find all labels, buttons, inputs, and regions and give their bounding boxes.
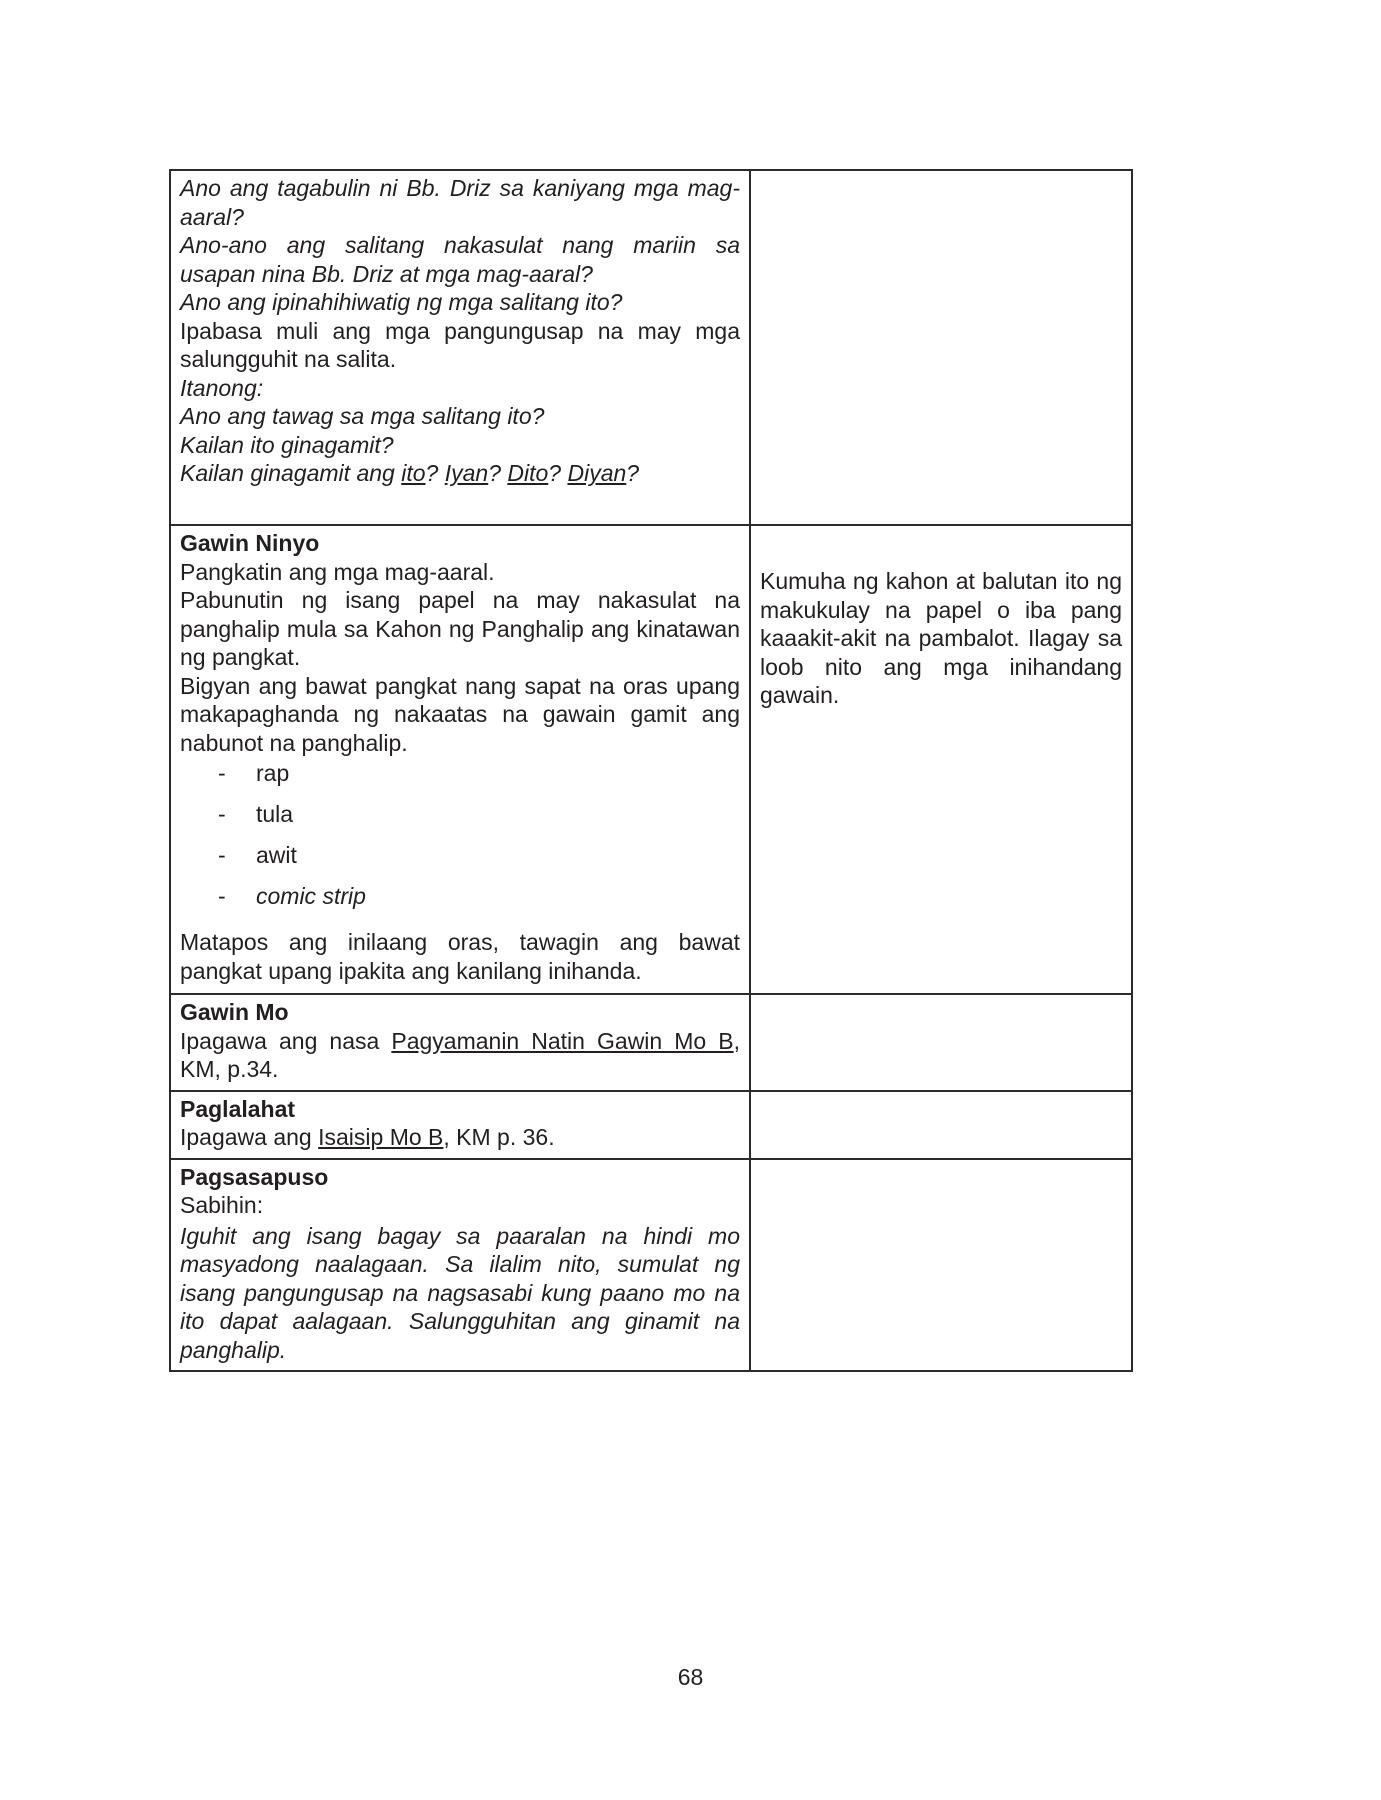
activity-cell xyxy=(170,1091,750,1159)
pronoun: Iyan xyxy=(444,460,489,486)
table-row xyxy=(170,1159,1132,1372)
pronoun: ito xyxy=(401,460,426,486)
activity-list xyxy=(180,759,740,910)
instruction xyxy=(180,1027,740,1084)
notes-cell xyxy=(750,525,1132,994)
ask-label: Itanong: xyxy=(180,374,264,401)
teacher-note: Kumuha ng kahon at balutan ito ng makukulay na papel o iba pang kaaakit-akit na pambalot. Ilagay sa loob nito ang mga inihandang gawain. xyxy=(760,568,1122,708)
pronoun: Dito xyxy=(507,460,549,486)
text: , KM p. 36. xyxy=(443,1124,555,1150)
question: Ano ang ipinahihiwatig ng mga salitang ito? xyxy=(180,289,623,315)
question xyxy=(180,459,740,488)
qmark: ? xyxy=(488,460,501,486)
activity-cell xyxy=(170,1159,750,1372)
bullet: - xyxy=(218,801,226,827)
questions-cell xyxy=(170,170,750,525)
pronoun: Diyan xyxy=(567,460,627,486)
item-text: rap xyxy=(256,760,290,786)
bullet: - xyxy=(218,883,226,909)
text: Ipagawa ang nasa xyxy=(180,1027,392,1054)
instruction: Ipabasa muli ang mga pangungusap na may mga salungguhit na salita. xyxy=(180,317,740,372)
reference: Isaisip Mo B xyxy=(318,1124,444,1150)
notes-cell xyxy=(750,1159,1132,1372)
question: Ano ang tawag sa mga salitang ito? xyxy=(180,403,545,429)
text: , KM, p.34. xyxy=(180,1027,740,1082)
question: Kailan ito ginagamit? xyxy=(180,431,394,458)
question: Ano ang tagabulin ni Bb. Driz sa kaniyang mga mag-aaral? xyxy=(180,175,740,230)
question-text: Kailan ginagamit ang xyxy=(180,460,402,486)
qmark: ? xyxy=(626,460,640,486)
instruction: Bigyan ang bawat pangkat nang sapat na oras upang makapaghanda ng nakaatas na gawain gamit ang nabunot na panghalip. xyxy=(180,672,740,756)
text: Ipagawa ang xyxy=(180,1124,319,1150)
instruction xyxy=(180,1123,740,1152)
section-heading: Gawin Mo xyxy=(180,999,289,1025)
item-text: comic strip xyxy=(256,883,366,909)
activity-cell xyxy=(170,525,750,994)
lesson-plan-table xyxy=(169,169,1133,1372)
list-item xyxy=(218,800,740,828)
table-row xyxy=(170,525,1132,994)
notes-cell xyxy=(750,994,1132,1091)
item-text: tula xyxy=(256,801,294,827)
qmark: ? xyxy=(548,460,562,486)
notes-cell xyxy=(750,1091,1132,1159)
instruction: Sabihin: xyxy=(180,1192,264,1218)
item-text: awit xyxy=(256,842,297,868)
list-item xyxy=(218,841,740,869)
section-heading: Gawin Ninyo xyxy=(180,530,320,556)
table-row xyxy=(170,170,1132,525)
qmark: ? xyxy=(425,460,439,486)
reference: Pagyamanin Natin Gawin Mo B xyxy=(391,1027,734,1054)
section-heading: Paglalahat xyxy=(180,1095,296,1122)
table-row xyxy=(170,994,1132,1091)
instruction: Iguhit ang isang bagay sa paaralan na hindi mo masyadong naalagaan. Sa ilalim nito, sumulat ng isang pangungusap na nagsasabi kung paano mo na ito dapat aalagaan. Salungguhitan ang ginamit na panghalip. xyxy=(180,1222,740,1363)
bullet: - xyxy=(218,842,226,868)
section-heading: Pagsasapuso xyxy=(180,1163,329,1190)
question: Ano-ano ang salitang nakasulat nang mariin sa usapan nina Bb. Driz at mga mag-aaral? xyxy=(180,232,740,287)
instruction: Pabunutin ng isang papel na may nakasulat na panghalip mula sa Kahon ng Panghalip ang kinatawan ng pangkat. xyxy=(180,587,740,670)
notes-cell xyxy=(750,170,1132,525)
activity-cell xyxy=(170,994,750,1091)
page-number: 68 xyxy=(677,1664,704,1690)
instruction: Pangkatin ang mga mag-aaral. xyxy=(180,558,495,585)
bullet: - xyxy=(218,760,226,786)
list-item xyxy=(218,882,740,910)
list-item xyxy=(218,759,740,787)
instruction: Matapos ang inilaang oras, tawagin ang bawat pangkat upang ipakita ang kanilang inihanda. xyxy=(180,929,740,984)
table-row xyxy=(170,1091,1132,1159)
